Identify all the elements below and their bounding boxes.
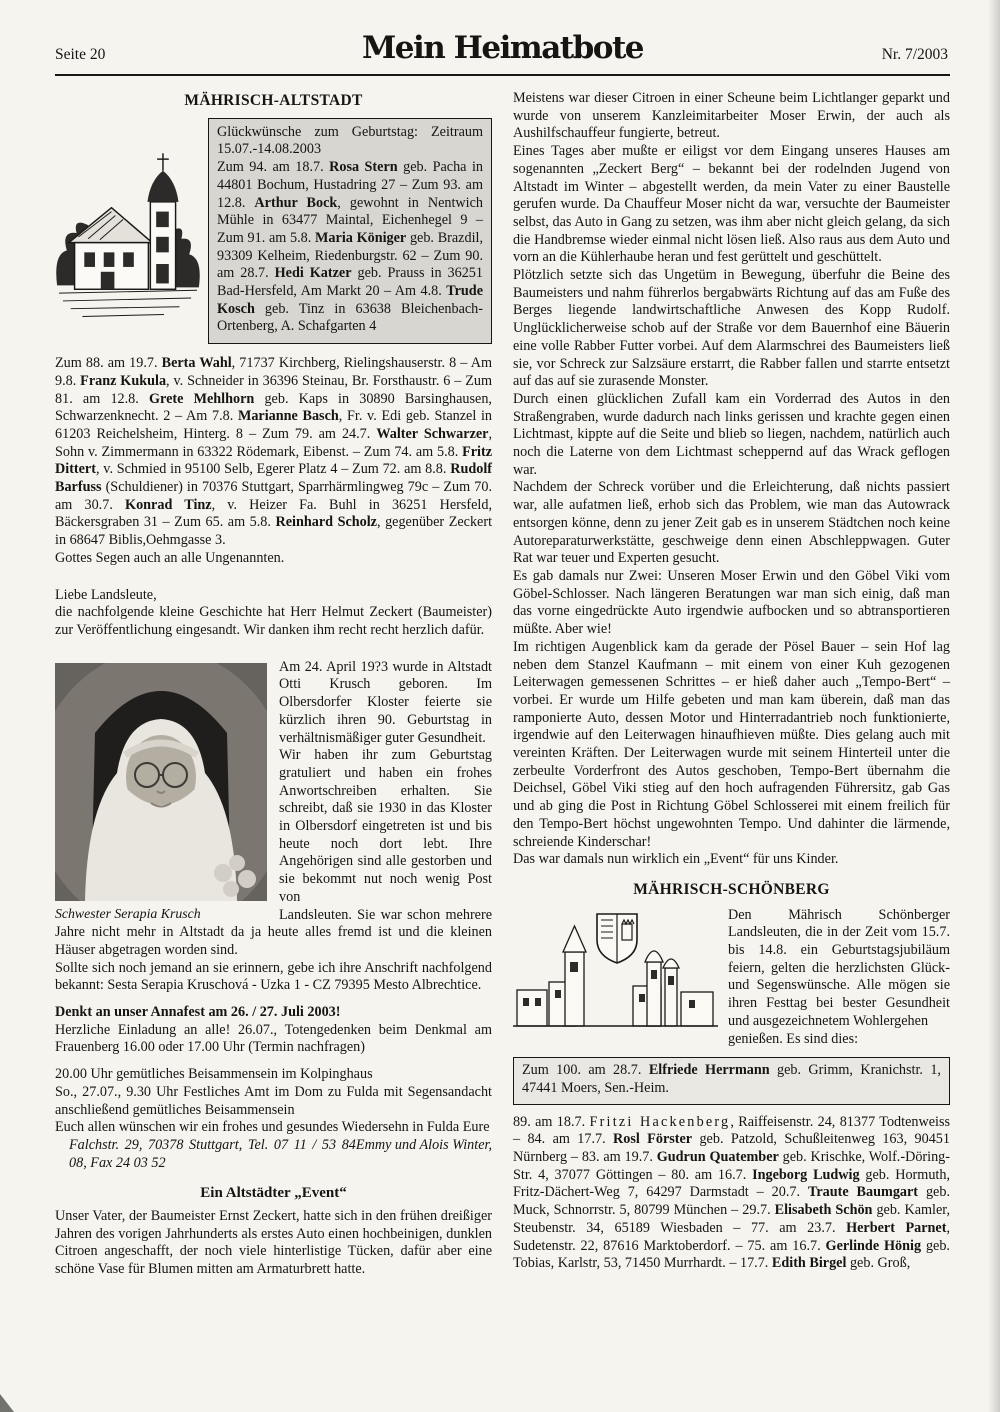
left-column (55, 90, 492, 1279)
text-segment: Gerlinde Hönig (825, 1237, 922, 1254)
greetings-box-body (217, 159, 483, 336)
church-illustration (55, 118, 201, 338)
text-segment: 89. am 18.7. (513, 1113, 590, 1130)
text-segment: , v. Schmied in 95100 Selb, Egerer Platz 4 – Zum 72. am 8.8. (95, 461, 451, 478)
text-segment: , Sohn v. Zimmermann in 63322 Rödemark, Eibenst. – Zum 74. am 5.8. (55, 425, 493, 460)
text-segment: , gegenüber Zeckert in 68647 Biblis,Oehmgasse 3. (55, 514, 493, 549)
text-segment: Reinhard Scholz (275, 514, 377, 531)
text-segment: , 71737 Kirchberg, Rielingshauserstr. 8 – Am 9.8. (55, 355, 492, 389)
text-segment: Walter Schwarzer (376, 425, 489, 442)
greetings-box-intro: Glückwünsche zum Geburtstag: Zeitraum 15.07.-14.08.2003 (217, 123, 483, 158)
text-segment: Maria Königer (315, 229, 407, 246)
text-segment: Zum 94. am 18.7. (217, 159, 330, 176)
text-segment: Edith Birgel (771, 1255, 847, 1272)
page-number: Seite 20 (55, 46, 106, 63)
text-segment: Elisabeth Schön (774, 1202, 873, 1219)
text-segment: Herbert Parnet (846, 1219, 947, 1236)
nun-story-paragraph-2: Wir haben ihr zum Geburtstag gratuliert und haben ein frohes Anwortschreiben erhalten. Sie schreibt, daß sie 1930 in das Kloster in Olbersdorf eingetreten ist und bis heute noch dort lebt. Ihre Angehörigen sind alle gestorben und sie bekommt nut noch wenig Post von (279, 747, 492, 905)
citroen-story-paragraph-7: Im richtigen Augenblick kam da gerade der Pösel Bauer – sein Hof lag neben dem Stanzel Kaufmann – mit einem von einer Kuh gezogenen Leiterwagen gemessenen Schrittes – er hieß daher auch „Tempo-Bert“ – vorbei. Er wurde um Hilfe gebeten und man kam überein, daß man das ramponierte Auto, dessen Motor und Hinterradantrieb noch funktionierte, irgendwie auf den Leiterwagen hinaufhieven müßte. Dies gelang auch mit vereinten Kräften. Der Leiterwagen wurde mit seinem Hinterteil unter die zerbeulte Vorderfront des Autos geschoben, Tempo-Bert übernahm die Deichsel, Göbel Viki stieg auf den hoch aufragenden Führersitz, gab Gas und ab ging die Post in Richtung Göbel Schlosserei mit einem freilich für den Tempo-Bert höchst ungewohnten Tempo. Und dahinter die lärmende, schreiende Kinderschar! (513, 638, 950, 850)
text-segment: , v. Schneider in 36396 Steinau, Br. Forsthaustr. 6 – Zum 81. am 12.8. (55, 372, 492, 407)
nun-photo-caption: Schwester Serapia Krusch (55, 905, 201, 921)
annafest-closing-text: Euch allen wünschen wir ein frohes und gesundes Wiedersehn in Fulda Eure (55, 1119, 490, 1136)
text-segment: Arthur Bock (254, 194, 338, 211)
schoenberg-birthday-list (513, 1114, 950, 1273)
text-segment: geb. Pacha in 44801 Bochum, Hustadring 27 – Zum 93. am 12.8. (217, 159, 483, 211)
text-segment: Rudolf Barfuss (55, 461, 492, 496)
event-story-title: Ein Altstädter „Event“ (200, 1185, 347, 1202)
text-segment: geb. Tinz in 63638 Bleichenbach-Ortenberg, A. Schafgarten 4 (217, 300, 483, 335)
text-segment: Hedi Katzer (274, 265, 352, 282)
text-segment: Konrad Tinz (125, 496, 212, 513)
section-title-altstadt: MÄHRISCH-ALTSTADT (184, 92, 363, 109)
text-segment: Zum 100. am 28.7. (522, 1062, 649, 1079)
blessing-line: Gottes Segen auch an alle Ungenannten. (55, 549, 285, 566)
text-segment: geb. Grimm, Kranichstr. 1, 47441 Moers, Sen.-Heim. (522, 1062, 941, 1096)
schoenberg-intro-continuation: genießen. Es sind dies: (728, 1030, 859, 1047)
text-segment: Fritz Dittert (55, 443, 492, 478)
annafest-announcement (55, 1004, 492, 1172)
schoenberg-intro: Den Mährisch Schönberger Landsleuten, die in der Zeit vom 15.7. bis 14.8. ein Geburtstagsjubiläum feiern, gelten die herzlichsten Glück- und Segenswünsche. Alle mögen sie ihren Festtag bei bester Gesundheit und ausgezeichnetem Wohlergehen (728, 906, 950, 1029)
text-segment: , v. Heizer Fa. Buhl in 36251 Hersfeld, Bäckersgraben 31 – Zum 65. am 5.8. (55, 496, 492, 531)
citroen-story-paragraph-8: Das war damals nun wirklich ein „Event“ für uns Kinder. (513, 851, 839, 868)
church-woodcut-image (55, 130, 201, 332)
annafest-line-1: Herzliche Einladung an alle! 26.07., Totengedenken beim Denkmal am Frauenberg 16.00 oder 17.00 Uhr (Termin nachfragen) (55, 1021, 492, 1056)
text-segment: geb. Muck, Schnorrstr. 5, 80799 München – 29.7. (513, 1184, 950, 1219)
nun-story-block (55, 659, 492, 995)
masthead-logo: Mein Heimatbote (361, 30, 644, 66)
citroen-story-paragraph-4: Durch einen glücklichen Zufall kam ein Vorderrad des Autos in den Straßengraben, wurde dadurch nach links gerissen und krachte gegen einen Lichtmast, kippte auf die Seite und blieb so liegen, nachdem, natürlich auch noch die Laterne von dem Lichtmast scheppernd auf das Wrack geflogen war. (513, 390, 950, 478)
birthday-greetings-box (208, 118, 492, 344)
nun-story-paragraph-4: Sollte sich noch jemand an sie erinnern, gebe ich ihre Anschrift nachfolgend bekannt: Sesta Serapia Kruschová - Uzka 1 - CZ 79395 Mesto Albrechtice. (55, 959, 492, 994)
letter-intro-salutation: Liebe Landsleute, (55, 586, 157, 603)
town-illustration (513, 910, 718, 1034)
text-segment: Berta Wahl (161, 355, 232, 372)
text-segment: Gudrun Quatember (656, 1149, 779, 1166)
birthday-list-paragraph (55, 355, 492, 550)
scan-edge-artifact (988, 0, 1000, 1412)
text-segment: Fritzi Hackenberg (589, 1113, 731, 1130)
centenary-box-text (522, 1062, 941, 1097)
citroen-story-paragraph-6: Es gab damals nur Zwei: Unseren Moser Erwin und den Göbel Viki vom Göbel-Schlosser. Nach längeren Beratungen war man sich einig, daß man das vorne eingedrückte Auto irgendwie aufbocken und so abtransportieren müßte. Aber wie! (513, 567, 950, 638)
town-skyline-image (513, 910, 718, 1034)
text-segment: geb. Patzold, Schußleitenweg 163, 90451 Nürnberg – 83. am 19.7. (513, 1131, 950, 1166)
annafest-headline: Denkt an unser Annafest am 26. / 27. Juli 2003! (55, 1004, 341, 1021)
text-segment: Ingeborg Ludwig (752, 1166, 860, 1183)
coat-of-arms (597, 914, 637, 963)
text-segment: Zum 88. am 19.7. (55, 355, 162, 372)
text-segment: geb. Kamler, Steubenstr. 34, 65189 Wiesbaden – 77. am 23.7. (513, 1202, 950, 1236)
nun-photo-figure (55, 663, 267, 922)
annafest-line-2: 20.00 Uhr gemütliches Beisammensein im Kolpinghaus (55, 1066, 373, 1083)
text-segment: Rosl Förster (613, 1131, 693, 1148)
signature-name: Emmy und Alois Winter, (355, 1136, 492, 1153)
nun-story-paragraph-1: Am 24. April 19?3 wurde in Altstadt Otti Krusch geboren. Im Olbersdorfer Kloster feierte sie kürzlich ihren 90. Geburtstag in verhältnismäßiger guter Gesundheit. (279, 658, 492, 746)
signature-address: Falchstr. 29, 70378 Stuttgart, Tel. 07 11 / 53 84 08, Fax 24 03 52 (69, 1136, 356, 1171)
text-segment: , Sudetenstr. 22, 87616 Marktoberdorf. – 75. am 16.7. (513, 1219, 950, 1254)
text-segment: , gewohnt in Nentwich Mühle in 63477 Maintal, Eichenhegel 9 – Zum 91. am 5.8. (217, 194, 483, 246)
text-segment: Traute Baumgart (807, 1184, 919, 1201)
citroen-story-paragraph-5: Nachdem der Schreck vorüber und die Erleichterung, daß nichts passiert war, alle aufatmen ließ, erhob sich das Problem, wie man das Autowrack entsorgen könne, denn zu jener Zeit gab es in unserem Städtchen noch keine Autoreparaturwerkstätte, geschweige denn einen Abschleppwagen. Guter Rat war teuer und Experten gesucht. (513, 479, 950, 567)
text-segment: Marianne Basch (237, 408, 339, 425)
text-segment: , Fr. v. Edi geb. Stanzel in 61203 Reichelsheim, Hinterg. 8 – Zum 79. am 24.7. (55, 408, 492, 442)
schoenberg-block (513, 907, 950, 1049)
section-title-schoenberg: MÄHRISCH-SCHÖNBERG (633, 880, 830, 898)
text-segment: geb. Krischke, Wolf.-Döring-Str. 4, 37077 Göttingen – 80. am 16.7. (513, 1149, 950, 1183)
text-segment: geb. Hormuth, Fritz-Dächert-Weg 7, 64297 Darmstadt – 20.7. (513, 1166, 950, 1201)
text-segment: geb. Prauss in 36251 Bad-Hersfeld, Am Markt 20 – Am 4.8. (217, 265, 483, 300)
citroen-story-paragraph-3: Plötzlich setzte sich das Ungetüm in Bewegung, überfuhr die Beine des Baumeisters und nahm führerlos bergabwärts Richtung auf das am Fuße des Berges liegende landwirtschaftliche Anwesen des Kopp Rudolf. Unglücklicherweise schob auf der Straße vor dem Bauernhof eine Bäuerin eine volle Rabber Futter vorbei. Auf dem Alarmschrei des Baumeisters ließ sie, vor Schreck zur Salzsäure erstarrt, die Rabber fallen und starrte entsetzt auf das auf sie zurasende Monster. (513, 267, 950, 390)
text-segment: geb. Tobias, Karlstr, 53, 71450 Murrhardt. – 17.7. (513, 1237, 950, 1272)
page-header (55, 30, 950, 76)
right-column (513, 90, 950, 1279)
citroen-story-paragraph-2: Eines Tages aber mußte er eiligst vor dem Eingang unseres Hauses am sogenannten „Zeckert Berg“ – bekannt bei der rodelnden Jugend von Altstadt im Winter – abgestellt werden, da mein Vater zu einer Baustelle gerufen wurde. Da Chauffeur Moser nicht da war, versuchte der Baumeister selbst, das Auto in Gang zu setzen, was ihm aber nicht gleich gelang, da sich die Handbremse wieder einmal nicht lösen ließ. Also raus aus dem Auto und vorn an die Kühlerhaube heran und fest gerüttelt und geschüttelt. (513, 143, 950, 266)
centenary-box (513, 1057, 950, 1104)
text-segment: geb. Kaps in 30890 Barsinghausen, Schwarzenknecht. 2 – Am 7.8. (55, 390, 492, 425)
letter-intro-body: die nachfolgende kleine Geschichte hat Herr Helmut Zeckert (Baumeister) zur Veröffentlichung eingesandt. Wir danken ihm recht recht herzlich dafür. (55, 604, 492, 638)
text-segment: geb. Groß, (846, 1255, 911, 1272)
altstadt-top-row (55, 118, 492, 344)
text-segment: Grete Mehlhorn (149, 390, 255, 407)
nun-story-paragraph-3: Landsleuten. Sie war schon mehrere Jahre nicht mehr in Altstadt da ja heute alles fremd ist und die kleinen Häuser abgetragen worden sind. (55, 906, 492, 958)
text-segment: Rosa Stern (329, 159, 398, 176)
nun-photo (55, 663, 267, 901)
issue-number: Nr. 7/2003 (881, 46, 948, 63)
event-story-paragraph: Unser Vater, der Baumeister Ernst Zeckert, hatte sich in den frühen dreißiger Jahren des vorigen Jahrhunderts als erstes Auto einen hochbeinigen, dunklen Citroen angeschafft, der noch viele hinterlistige Tücken, dafür aber eine schöne Vase für Blumen mitten am Armaturbrett hatte. (55, 1208, 492, 1278)
scan-corner-artifact (0, 1394, 14, 1412)
annafest-closing-line (55, 1119, 492, 1153)
text-segment: Trude Kosch (217, 283, 483, 317)
annafest-line-3: So., 27.07., 9.30 Uhr Festliches Amt im Dom zu Fulda mit Segensandacht anschließend gemütliches Beisammensein (55, 1083, 492, 1118)
text-segment: , Raiffeisenstr. 24, 81377 Todtenweiss – 84. am 17.7. (513, 1113, 950, 1148)
text-segment: Elfriede Herrmann (648, 1062, 770, 1079)
text-segment: Franz Kukula (80, 372, 167, 389)
text-segment: geb. Brazdil, 93309 Kelheim, Riedenburgstr. 62 – Zum 90. am 28.7. (217, 229, 483, 282)
citroen-story-paragraph-1: Meistens war dieser Citroen in einer Scheune beim Lichtlanger geparkt und wurde von unserem Kanzleimitarbeiter Moser Erwin, der auch als Aushilfschauffeur fungierte, betreut. (513, 90, 950, 142)
content-columns (55, 90, 950, 1279)
text-segment: (Schuldiener) in 70376 Stuttgart, Sparrhärmlingweg 79c – Zum 70. am 30.7. (55, 479, 492, 513)
